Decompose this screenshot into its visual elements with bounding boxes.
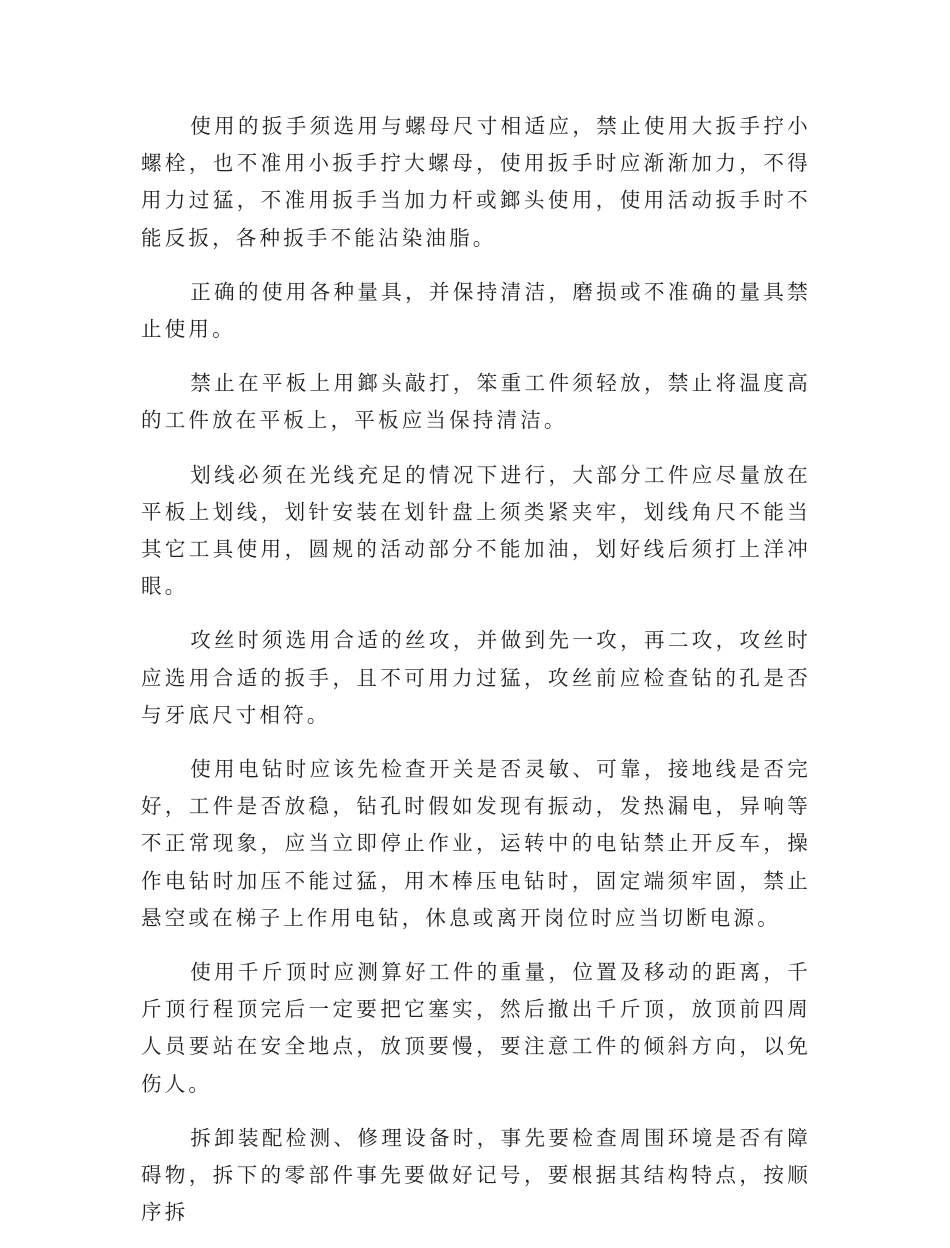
paragraph-marking-out: 划线必须在光线充足的情况下进行，大部分工件应尽量放在平板上划线，划针安装在划针盘上须类紧夹牢，划线角尺不能当其它工具使用，圆规的活动部分不能加油，划好线后须打上洋冲眼。	[141, 462, 811, 599]
paragraph-jack: 使用千斤顶时应测算好工件的重量，位置及移动的距离，千斤顶行程顶完后一定要把它塞实，然后撤出千斤顶，放顶前四周人员要站在安全地点，放顶要慢，要注意工件的倾斜方向，以免伤人。	[141, 960, 811, 1096]
paragraph-measuring-tools: 正确的使用各种量具，并保持清洁，磨损或不准确的量具禁止使用。	[141, 279, 811, 342]
document-body	[141, 108, 811, 1248]
paragraph-wrench-usage: 使用的扳手须选用与螺母尺寸相适应，禁止使用大扳手拧小螺栓，也不准用小扳手拧大螺母，使用扳手时应渐渐加力，不得用力过猛，不准用扳手当加力杆或鎯头使用，使用活动扳手时不能反扳，各种扳手不能沾染油脂。	[141, 114, 811, 250]
paragraph-tapping: 攻丝时须选用合适的丝攻，并做到先一攻，再二攻，攻丝时应选用合适的扳手，且不可用力过猛，攻丝前应检查钻的孔是否与牙底尺寸相符。	[141, 628, 811, 727]
paragraph-electric-drill: 使用电钻时应该先检查开关是否灵敏、可靠，接地线是否完好，工件是否放稳，钻孔时假如发现有振动，发热漏电，异响等不正常现象，应当立即停止作业，运转中的电钻禁止开反车，操作电钻时加压不能过猛，用木棒压电钻时，固定端须牢固，禁止悬空或在梯子上作用电钻，休息或离开岗位时应当切断电源。	[141, 757, 811, 930]
paragraph-disassembly: 拆卸装配检测、修理设备时，事先要检查周围环境是否有障碍物，拆下的零部件事先要做好记号，要根据其结构特点，按顺序拆	[141, 1125, 811, 1225]
paragraph-surface-plate: 禁止在平板上用鎯头敲打，笨重工件须轻放，禁止将温度高的工件放在平板上，平板应当保持清洁。	[141, 371, 811, 433]
